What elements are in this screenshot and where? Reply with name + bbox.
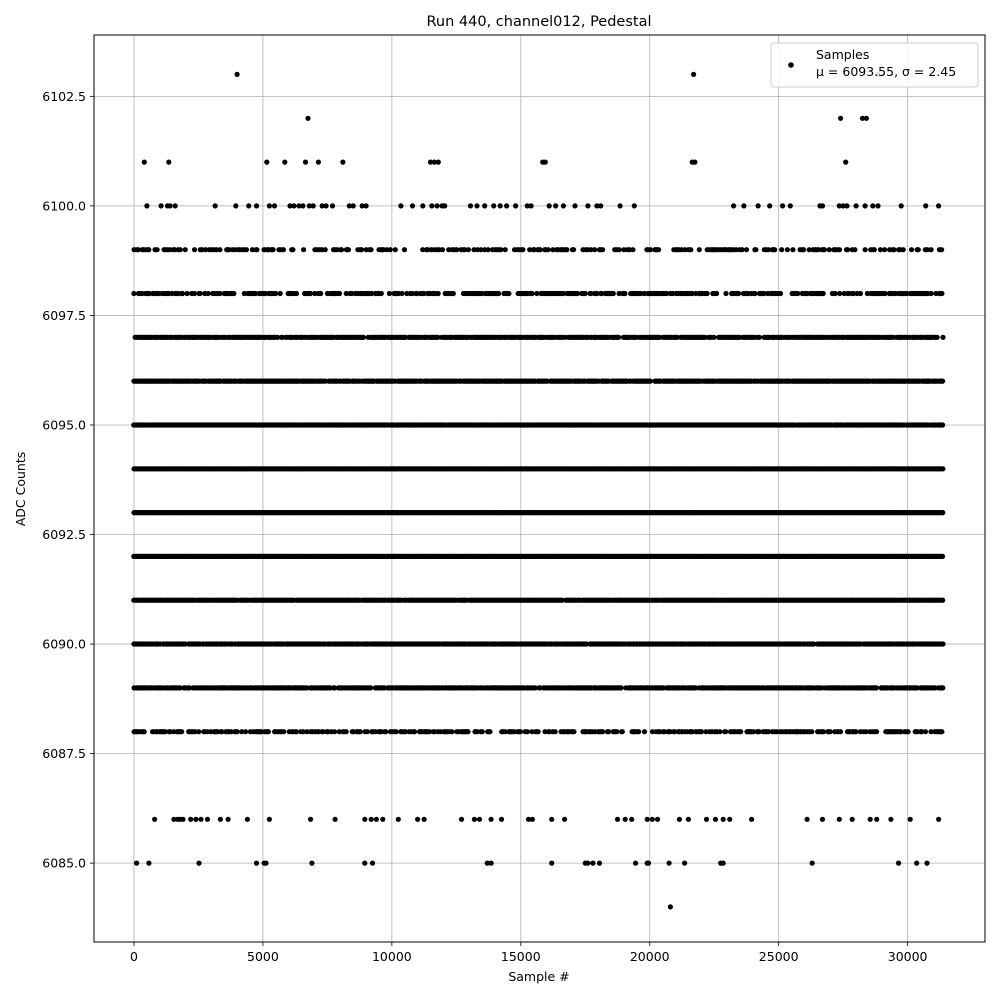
data-point <box>394 729 399 734</box>
data-point <box>723 729 728 734</box>
data-point <box>614 729 619 734</box>
data-point <box>717 729 722 734</box>
data-points <box>131 72 945 910</box>
data-point <box>383 729 388 734</box>
data-point <box>142 729 147 734</box>
data-point <box>906 729 911 734</box>
data-point <box>809 729 814 734</box>
data-point <box>553 729 558 734</box>
data-point <box>480 729 485 734</box>
data-point <box>940 598 945 603</box>
data-point <box>196 729 201 734</box>
data-point <box>332 729 337 734</box>
data-point <box>874 685 879 690</box>
data-point <box>266 729 271 734</box>
chart-title: Run 440, channel012, Pedestal <box>426 14 652 30</box>
data-point <box>179 729 184 734</box>
data-point <box>620 729 625 734</box>
data-point <box>642 729 647 734</box>
data-point <box>619 685 624 690</box>
data-point <box>874 729 879 734</box>
data-point <box>838 729 843 734</box>
data-point <box>828 729 833 734</box>
data-point <box>518 729 523 734</box>
data-point <box>235 729 240 734</box>
data-point <box>344 729 349 734</box>
data-point <box>412 729 417 734</box>
data-point <box>738 729 743 734</box>
data-point <box>358 729 363 734</box>
data-point <box>487 729 492 734</box>
data-point <box>600 729 605 734</box>
data-point <box>368 685 373 690</box>
data-point <box>449 729 454 734</box>
grid-lines <box>94 35 985 942</box>
data-point <box>940 641 945 646</box>
data-point <box>365 729 370 734</box>
data-point <box>939 729 944 734</box>
data-point <box>636 729 641 734</box>
data-point <box>940 466 945 471</box>
data-point <box>571 729 576 734</box>
data-point <box>940 685 945 690</box>
data-point <box>536 729 541 734</box>
data-point <box>940 554 945 559</box>
data-point <box>606 729 611 734</box>
data-point <box>923 729 928 734</box>
data-point <box>465 729 470 734</box>
data-point <box>281 729 286 734</box>
data-point <box>243 729 248 734</box>
data-point <box>525 729 530 734</box>
data-point <box>940 510 945 515</box>
